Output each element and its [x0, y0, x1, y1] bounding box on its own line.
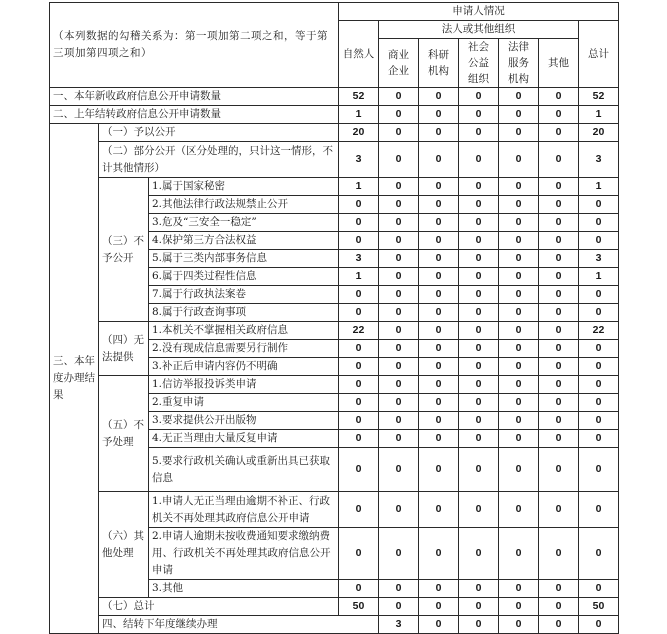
cell-total: 0 — [579, 376, 619, 394]
label-disclosed: （一）予以公开 — [99, 124, 339, 142]
label-other-processing-item-2: 2.申请人逾期未按收费通知要求缴纳费用、行政机关不再处理其政府信息公开申请 — [149, 528, 339, 580]
cell-public-welfare: 0 — [499, 616, 539, 634]
cell-commercial: 0 — [379, 358, 419, 376]
cell-commercial: 0 — [379, 580, 419, 598]
cell-research: 0 — [419, 124, 459, 142]
cell-research: 0 — [419, 492, 459, 528]
label-not-processed-item-4: 4.无正当理由大量反复申请 — [149, 430, 339, 448]
cell-other: 0 — [539, 250, 579, 268]
cell-other: 0 — [539, 412, 579, 430]
cell-total: 3 — [579, 250, 619, 268]
cell-legal-service: 0 — [499, 178, 539, 196]
cell-commercial: 0 — [419, 616, 459, 634]
cell-total: 0 — [579, 358, 619, 376]
cell-research: 0 — [419, 412, 459, 430]
cell-legal-service: 0 — [499, 358, 539, 376]
cell-legal-service: 0 — [499, 232, 539, 250]
cell-total: 0 — [579, 430, 619, 448]
row-unable-1 — [50, 322, 619, 340]
row-not-processed-1 — [50, 376, 619, 394]
cell-natural-person: 0 — [339, 286, 379, 304]
cell-total: 1 — [579, 178, 619, 196]
cell-legal-service: 0 — [499, 88, 539, 106]
cell-research: 0 — [419, 430, 459, 448]
cell-other: 0 — [539, 322, 579, 340]
cell-commercial: 0 — [379, 304, 419, 322]
cell-commercial: 0 — [379, 250, 419, 268]
cell-public-welfare: 0 — [459, 304, 499, 322]
cell-legal-service: 0 — [499, 196, 539, 214]
label-not-processed-item-1: 1.信访举报投诉类申请 — [149, 376, 339, 394]
cell-commercial: 0 — [379, 268, 419, 286]
cell-research: 0 — [419, 358, 459, 376]
cell-other: 0 — [539, 286, 579, 304]
label-new-requests: 一、本年新收政府信息公开申请数量 — [50, 88, 339, 106]
cell-other: 0 — [539, 376, 579, 394]
cell-research: 0 — [419, 376, 459, 394]
cell-other: 0 — [539, 598, 579, 616]
cell-public-welfare: 0 — [459, 124, 499, 142]
cell-legal-service: 0 — [539, 616, 579, 634]
cell-natural-person: 50 — [339, 598, 379, 616]
cell-legal-service: 0 — [499, 430, 539, 448]
cell-legal-service: 0 — [499, 124, 539, 142]
cell-research: 0 — [419, 196, 459, 214]
cell-research: 0 — [419, 340, 459, 358]
cell-commercial: 0 — [379, 232, 419, 250]
cell-other: 0 — [539, 196, 579, 214]
cell-research: 0 — [419, 268, 459, 286]
cell-commercial: 0 — [379, 492, 419, 528]
row-disclosed — [50, 124, 619, 142]
cell-research: 0 — [419, 88, 459, 106]
label-not-disclosed-item-3: 3.危及“三安全一稳定” — [149, 214, 339, 232]
cell-natural-person: 0 — [339, 448, 379, 492]
cell-total: 0 — [579, 580, 619, 598]
row-not-disclosed-1 — [50, 178, 619, 196]
cell-legal-service: 0 — [499, 394, 539, 412]
cell-public-welfare: 0 — [459, 232, 499, 250]
row-carry-forward — [50, 616, 619, 634]
label-not-processed-item-3: 3.要求提供公开出版物 — [149, 412, 339, 430]
cell-commercial: 0 — [379, 286, 419, 304]
label-unable: （四）无法提供 — [99, 322, 149, 376]
cell-commercial: 0 — [379, 214, 419, 232]
cell-natural-person: 22 — [339, 322, 379, 340]
cell-natural-person: 1 — [339, 106, 379, 124]
header-col-research: 科研机构 — [419, 39, 459, 88]
label-not-disclosed: （三）不予公开 — [99, 178, 149, 322]
cell-other: 0 — [539, 214, 579, 232]
header-col-commercial: 商业企业 — [379, 39, 419, 88]
cell-public-welfare: 0 — [459, 412, 499, 430]
header-note: （本列数据的勾稽关系为：第一项加第二项之和，等于第三项加第四项之和） — [50, 3, 339, 88]
cell-research: 0 — [419, 394, 459, 412]
cell-research: 0 — [419, 580, 459, 598]
cell-legal-service: 0 — [499, 322, 539, 340]
cell-other: 0 — [539, 88, 579, 106]
cell-commercial: 0 — [379, 142, 419, 178]
cell-total: 0 — [579, 304, 619, 322]
label-not-disclosed-item-1: 1.属于国家秘密 — [149, 178, 339, 196]
row-partial — [50, 142, 619, 178]
cell-legal-service: 0 — [499, 448, 539, 492]
cell-other: 0 — [539, 358, 579, 376]
label-other-processing-item-1: 1.申请人无正当理由逾期不补正、行政机关不再处理其政府信息公开申请 — [149, 492, 339, 528]
cell-research: 0 — [419, 304, 459, 322]
cell-research: 0 — [459, 616, 499, 634]
cell-legal-service: 0 — [499, 106, 539, 124]
cell-other: 0 — [539, 492, 579, 528]
cell-other: 0 — [539, 304, 579, 322]
cell-commercial: 0 — [379, 322, 419, 340]
cell-natural-person: 0 — [339, 376, 379, 394]
cell-public-welfare: 0 — [459, 376, 499, 394]
header-col-legal-service: 法律服务机构 — [499, 39, 539, 88]
cell-research: 0 — [419, 322, 459, 340]
cell-commercial: 0 — [379, 106, 419, 124]
cell-public-welfare: 0 — [459, 358, 499, 376]
cell-other: 0 — [539, 528, 579, 580]
cell-natural-person: 0 — [339, 580, 379, 598]
cell-total: 52 — [579, 88, 619, 106]
cell-commercial: 0 — [379, 178, 419, 196]
cell-other: 0 — [539, 268, 579, 286]
cell-public-welfare: 0 — [459, 88, 499, 106]
header-col-other: 其他 — [539, 39, 579, 88]
cell-legal-service: 0 — [499, 214, 539, 232]
cell-legal-service: 0 — [499, 580, 539, 598]
label-unable-item-1: 1.本机关不掌握相关政府信息 — [149, 322, 339, 340]
label-not-disclosed-item-4: 4.保护第三方合法权益 — [149, 232, 339, 250]
cell-natural-person: 0 — [339, 304, 379, 322]
cell-commercial: 0 — [379, 448, 419, 492]
cell-public-welfare: 0 — [459, 106, 499, 124]
row-other-processing-1 — [50, 492, 619, 528]
cell-research: 0 — [419, 250, 459, 268]
cell-natural-person: 3 — [339, 250, 379, 268]
cell-natural-person: 20 — [339, 124, 379, 142]
label-not-disclosed-item-7: 7.属于行政执法案卷 — [149, 286, 339, 304]
cell-legal-service: 0 — [499, 340, 539, 358]
cell-other: 0 — [539, 142, 579, 178]
cell-total: 0 — [579, 412, 619, 430]
cell-commercial: 0 — [379, 340, 419, 358]
label-unable-item-2: 2.没有现成信息需要另行制作 — [149, 340, 339, 358]
cell-total: 50 — [579, 598, 619, 616]
cell-research: 0 — [419, 232, 459, 250]
cell-total: 0 — [579, 196, 619, 214]
cell-public-welfare: 0 — [459, 580, 499, 598]
cell-public-welfare: 0 — [459, 492, 499, 528]
row-new-requests — [50, 88, 619, 106]
cell-public-welfare: 0 — [459, 286, 499, 304]
cell-legal-service: 0 — [499, 492, 539, 528]
cell-other: 0 — [539, 340, 579, 358]
cell-other: 0 — [539, 124, 579, 142]
cell-research: 0 — [419, 106, 459, 124]
cell-total: 1 — [579, 268, 619, 286]
cell-natural-person: 1 — [339, 268, 379, 286]
cell-legal-service: 0 — [499, 268, 539, 286]
cell-public-welfare: 0 — [459, 250, 499, 268]
cell-commercial: 0 — [379, 196, 419, 214]
government-info-disclosure-table — [49, 2, 619, 634]
cell-research: 0 — [419, 528, 459, 580]
cell-total: 0 — [579, 232, 619, 250]
cell-natural-person: 0 — [339, 340, 379, 358]
cell-natural-person: 0 — [339, 214, 379, 232]
cell-total: 0 — [579, 528, 619, 580]
cell-commercial: 0 — [379, 412, 419, 430]
cell-natural-person: 0 — [339, 394, 379, 412]
cell-public-welfare: 0 — [459, 448, 499, 492]
label-not-processed-item-2: 2.重复申请 — [149, 394, 339, 412]
cell-public-welfare: 0 — [459, 394, 499, 412]
cell-total: 0 — [579, 394, 619, 412]
cell-commercial: 0 — [379, 598, 419, 616]
cell-total: 20 — [579, 124, 619, 142]
cell-legal-service: 0 — [499, 142, 539, 178]
cell-legal-service: 0 — [499, 376, 539, 394]
cell-natural-person: 52 — [339, 88, 379, 106]
cell-public-welfare: 0 — [459, 340, 499, 358]
cell-other: 0 — [539, 178, 579, 196]
header-applicant-info: 申请人情况 — [339, 3, 619, 21]
cell-commercial: 0 — [379, 394, 419, 412]
cell-natural-person: 0 — [339, 528, 379, 580]
cell-public-welfare: 0 — [459, 268, 499, 286]
cell-other: 0 — [539, 580, 579, 598]
cell-public-welfare: 0 — [459, 178, 499, 196]
cell-natural-person: 0 — [339, 430, 379, 448]
cell-public-welfare: 0 — [459, 196, 499, 214]
cell-total: 0 — [579, 214, 619, 232]
cell-other: 0 — [539, 448, 579, 492]
cell-research: 0 — [419, 598, 459, 616]
label-not-disclosed-item-2: 2.其他法律行政法规禁止公开 — [149, 196, 339, 214]
cell-total: 1 — [579, 106, 619, 124]
cell-public-welfare: 0 — [459, 430, 499, 448]
cell-natural-person: 0 — [339, 196, 379, 214]
header-col-public-welfare: 社会公益组织 — [459, 39, 499, 88]
cell-legal-service: 0 — [499, 250, 539, 268]
cell-commercial: 0 — [379, 528, 419, 580]
cell-commercial: 0 — [379, 88, 419, 106]
header-col-natural-person: 自然人 — [339, 21, 379, 88]
cell-total: 3 — [579, 142, 619, 178]
cell-public-welfare: 0 — [459, 322, 499, 340]
label-total: （七）总计 — [99, 598, 339, 616]
cell-legal-service: 0 — [499, 598, 539, 616]
header-col-total: 总计 — [579, 21, 619, 88]
cell-public-welfare: 0 — [459, 142, 499, 178]
header-legal-person-group: 法人或其他组织 — [379, 21, 579, 39]
cell-other: 0 — [579, 616, 619, 634]
cell-commercial: 0 — [379, 430, 419, 448]
cell-research: 0 — [419, 448, 459, 492]
row-carried-over — [50, 106, 619, 124]
cell-legal-service: 0 — [499, 286, 539, 304]
label-not-processed-item-5: 5.要求行政机关确认或重新出具已获取信息 — [149, 448, 339, 492]
label-other-processing: （六）其他处理 — [99, 492, 149, 598]
cell-legal-service: 0 — [499, 528, 539, 580]
cell-research: 0 — [419, 286, 459, 304]
cell-total: 0 — [579, 286, 619, 304]
cell-legal-service: 0 — [499, 304, 539, 322]
cell-natural-person: 1 — [339, 178, 379, 196]
cell-research: 0 — [419, 178, 459, 196]
cell-natural-person: 0 — [339, 412, 379, 430]
cell-public-welfare: 0 — [459, 528, 499, 580]
cell-natural-person: 0 — [339, 492, 379, 528]
header-row-applicant — [50, 3, 619, 21]
label-carry-forward: 四、结转下年度继续办理 — [99, 616, 379, 634]
label-partial: （二）部分公开（区分处理的，只计这一情形，不计其他情形） — [99, 142, 339, 178]
cell-public-welfare: 0 — [459, 214, 499, 232]
cell-natural-person: 3 — [339, 142, 379, 178]
label-not-disclosed-item-5: 5.属于三类内部事务信息 — [149, 250, 339, 268]
cell-commercial: 0 — [379, 124, 419, 142]
cell-commercial: 0 — [379, 376, 419, 394]
cell-public-welfare: 0 — [459, 598, 499, 616]
label-other-processing-item-3: 3.其他 — [149, 580, 339, 598]
cell-legal-service: 0 — [499, 412, 539, 430]
cell-other: 0 — [539, 106, 579, 124]
cell-total: 22 — [579, 322, 619, 340]
label-results: 三、本年度办理结果 — [50, 124, 99, 634]
cell-other: 0 — [539, 430, 579, 448]
label-unable-item-3: 3.补正后申请内容仍不明确 — [149, 358, 339, 376]
cell-total: 0 — [579, 448, 619, 492]
cell-research: 0 — [419, 214, 459, 232]
label-not-processed: （五）不予处理 — [99, 376, 149, 492]
cell-natural-person: 0 — [339, 358, 379, 376]
cell-natural-person: 3 — [379, 616, 419, 634]
cell-total: 0 — [579, 492, 619, 528]
cell-total: 0 — [579, 340, 619, 358]
cell-other: 0 — [539, 232, 579, 250]
label-carried-over: 二、上年结转政府信息公开申请数量 — [50, 106, 339, 124]
label-not-disclosed-item-6: 6.属于四类过程性信息 — [149, 268, 339, 286]
cell-other: 0 — [539, 394, 579, 412]
cell-natural-person: 0 — [339, 232, 379, 250]
label-not-disclosed-item-8: 8.属于行政查询事项 — [149, 304, 339, 322]
row-total — [50, 598, 619, 616]
cell-research: 0 — [419, 142, 459, 178]
